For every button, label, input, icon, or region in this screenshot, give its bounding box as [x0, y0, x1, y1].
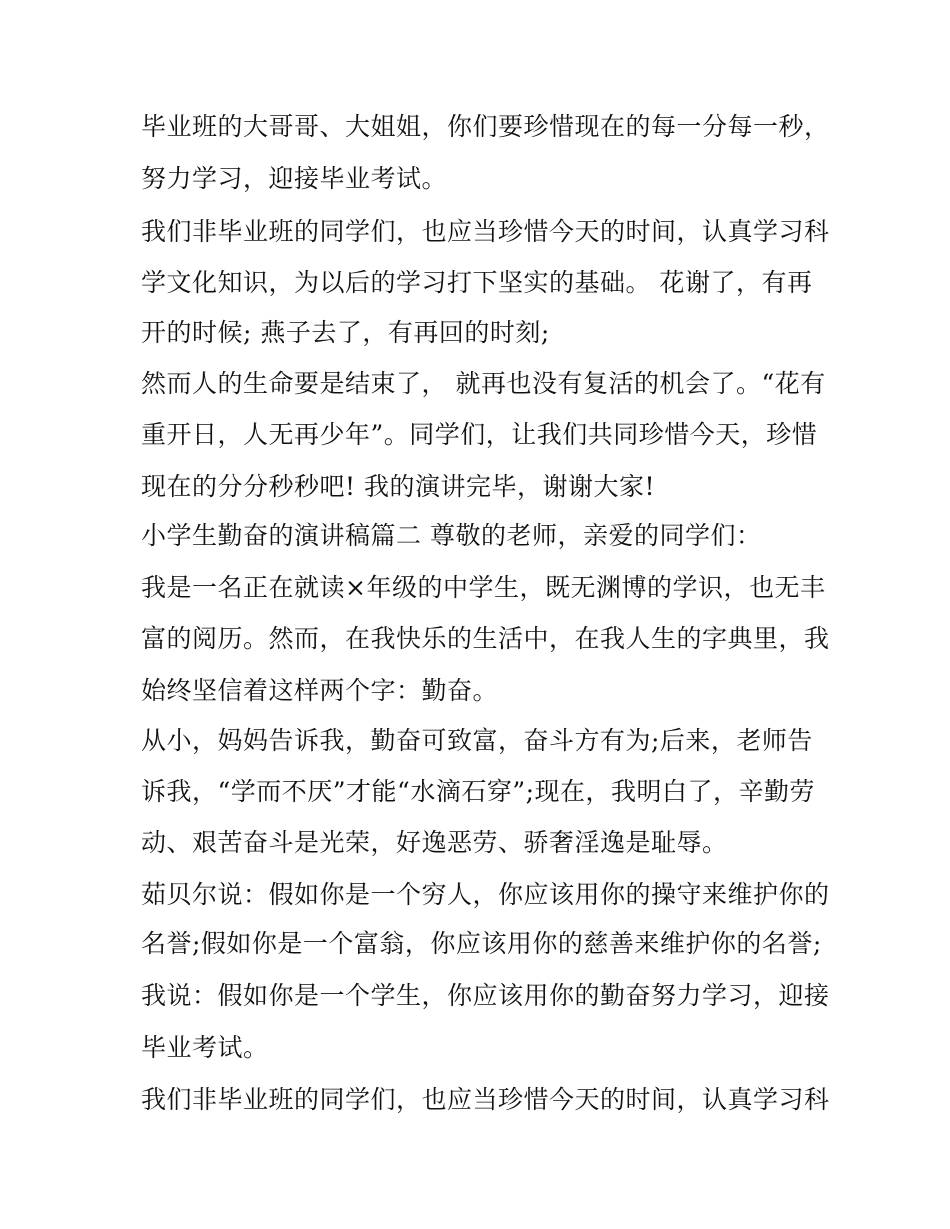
text-line-8: 现在的分分秒秒吧! 我的演讲完毕，谢谢大家!	[141, 472, 656, 501]
text-line-9: 小学生勤奋的演讲稿篇二 尊敬的老师，亲爱的同学们：	[141, 521, 762, 550]
text-line-20: 我们非毕业班的同学们，也应当珍惜今天的时间，认真学习科	[141, 1085, 830, 1114]
text-line-1: 毕业班的大哥哥、大姐姐，你们要珍惜现在的每一分每一秒，	[141, 112, 830, 141]
text-line-16: 茹贝尔说：假如你是一个穷人，你应该用你的操守来维护你的	[141, 880, 830, 909]
text-line-12: 始终坚信着这样两个字：勤奋。	[141, 676, 499, 705]
text-line-14: 诉我，“学而不厌”才能“水滴石穿”;现在，我明白了，辛勤劳	[141, 777, 816, 806]
text-line-6: 然而人的生命要是结束了， 就再也没有复活的机会了。“花有	[141, 369, 826, 398]
text-line-11: 富的阅历。然而，在我快乐的生活中，在我人生的字典里，我	[141, 624, 830, 653]
text-line-10: 我是一名正在就读×年级的中学生，既无渊博的学识，也无丰	[141, 573, 826, 602]
text-line-7: 重开日，人无再少年”。同学们，让我们共同珍惜今天，珍惜	[141, 420, 818, 449]
text-line-3: 我们非毕业班的同学们，也应当珍惜今天的时间，认真学习科	[141, 217, 830, 246]
text-line-13: 从小，妈妈告诉我，勤奋可致富，奋斗方有为;后来，老师告	[141, 726, 813, 755]
text-line-5: 开的时候; 燕子去了，有再回的时刻;	[141, 318, 550, 347]
text-line-18: 我说：假如你是一个学生，你应该用你的勤奋努力学习，迎接	[141, 981, 830, 1010]
text-line-15: 动、艰苦奋斗是光荣，好逸恶劳、骄奢淫逸是耻辱。	[141, 828, 728, 857]
text-line-17: 名誉;假如你是一个富翁，你应该用你的慈善来维护你的名誉;	[141, 929, 822, 958]
text-line-2: 努力学习，迎接毕业考试。	[141, 164, 448, 193]
text-line-19: 毕业考试。	[141, 1033, 269, 1062]
text-line-4: 学文化知识，为以后的学习打下坚实的基础。 花谢了，有再	[141, 268, 813, 297]
